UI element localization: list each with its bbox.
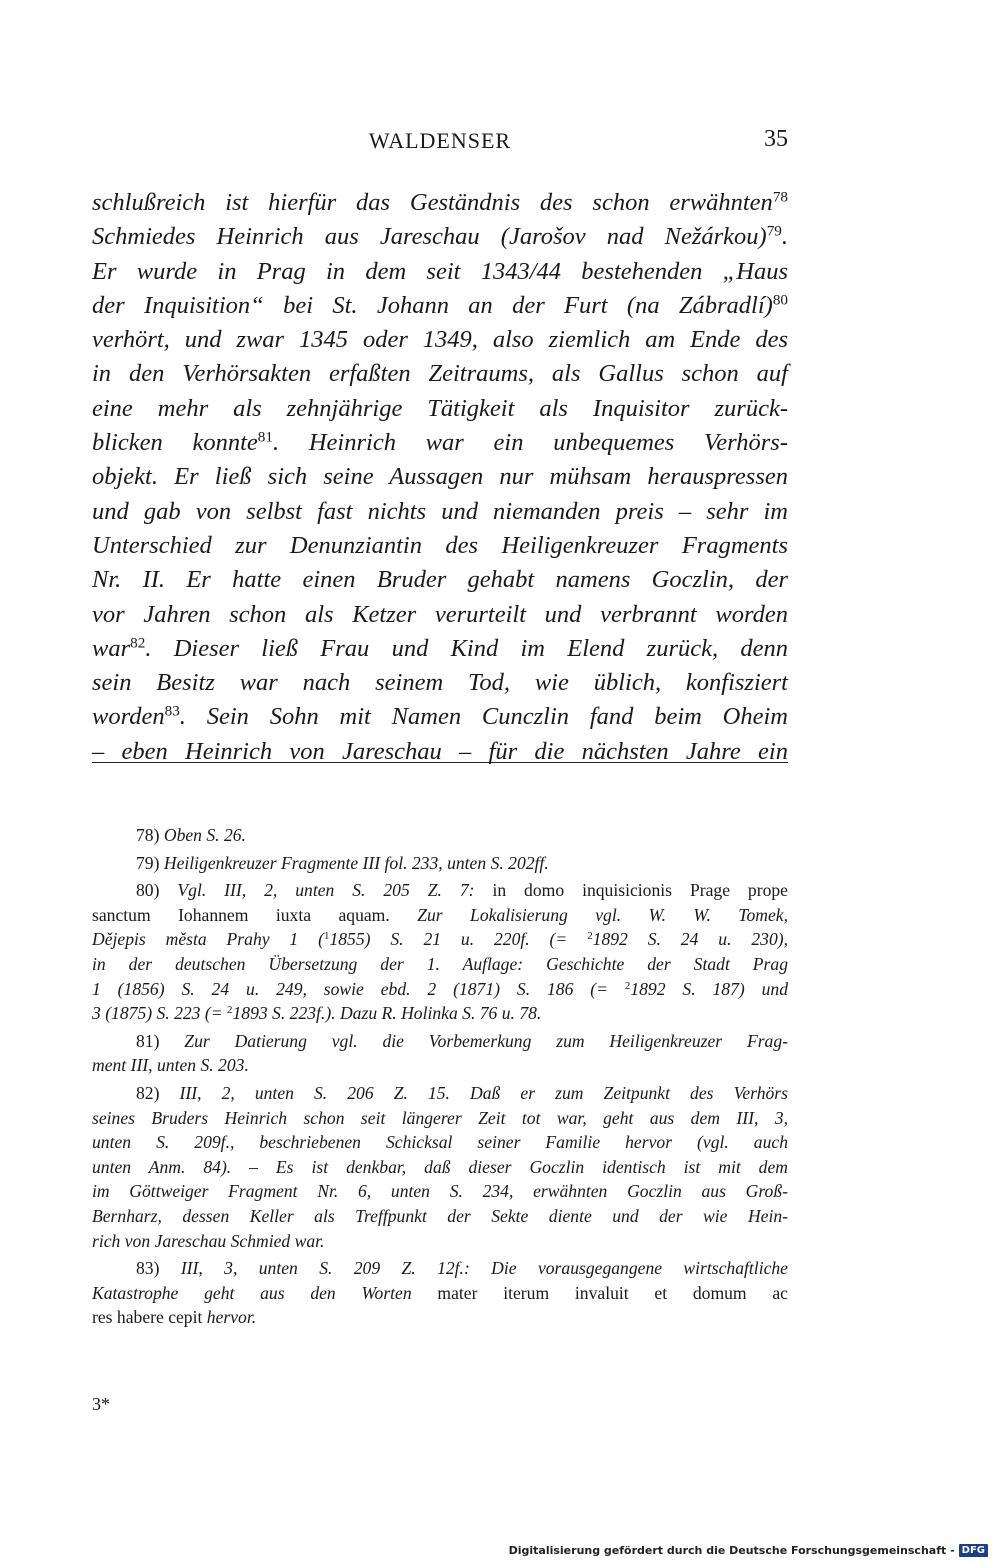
text-line: der Inquisition“ bei St. Johann an der Furt (na Zábradlí)$^{80}$	[92, 291, 788, 319]
text-line: Schmiedes Heinrich aus Jareschau (Jarošov nad Nežárkou)$^{79}$.	[92, 222, 788, 251]
footnote-82: 82) III, 2, unten S. 206 Z. 15. Daß er zum Zeitpunkt des Verhörs seines Bruders Heinrich schon seit längerer Zeit tot war, geht aus dem III, 3, unten S. 209f., beschriebenen Schicksal seiner Familie hervor (vgl. auch unten Anm. 84). – Es ist denkbar, daß dieser Goczlin identisch ist mit dem im Göttweiger Fragment Nr. 6, unten S. 234, erwähnten Goczlin aus Groß- Bernharz, dessen Keller als Treffpunkt der Sekte diente und der wie Hein- rich von Jareschau Schmied war.	[92, 1082, 789, 1251]
text-line: und gab von selbst fast nichts und niemanden preis – sehr im	[92, 497, 788, 525]
text-line: verhört, und zwar 1345 oder 1349, also ziemlich am Ende des	[92, 326, 788, 354]
digitization-text: Digitalisierung gefördert durch die Deutsche Forschungsgemeinschaft -	[508, 1543, 955, 1557]
text-line: – eben Heinrich von Jareschau – für die nächsten Jahre ein	[92, 737, 788, 765]
footnote-ref: 78	[772, 188, 788, 206]
text-line: Nr. II. Er hatte einen Bruder gehabt namens Goczlin, der	[92, 566, 788, 594]
footnote-83: 83) III, 3, unten S. 209 Z. 12f.: Die vorausgegangene wirtschaftliche Katastrophe geht aus den Worten mater iterum invaluit et domum ac res habere cepit hervor.	[92, 1258, 788, 1328]
text-line: objekt. Er ließ sich seine Aussagen nur mühsam herauspressen	[92, 463, 788, 491]
text-line: in den Verhörsakten erfaßten Zeitraums, als Gallus schon auf	[92, 360, 788, 388]
footnote-79: 79) Heiligenkreuzer Fragmente III fol. 233, unten S. 202ff.	[136, 852, 549, 873]
text-line: worden$^{83}$. Sein Sohn mit Namen Cunczlin fand beim Oheim	[92, 703, 788, 731]
footnote-78: 78) Oben S. 26.	[136, 825, 246, 845]
digitization-note	[509, 1541, 988, 1559]
page-number: 35	[764, 126, 788, 152]
signature-mark: 3*	[92, 1394, 110, 1414]
footnote-ref: 81	[257, 428, 273, 446]
text-line: war$^{82}$. Dieser ließ Frau und Kind im Elend zurück, denn	[92, 634, 788, 662]
footnote-81: 81) Zur Datierung vgl. die Vorbemerkung zum Heiligenkreuzer Frag- ment III, unten S. 203.	[92, 1030, 788, 1076]
footnote-ref: 79	[766, 222, 782, 240]
text-line: Unterschied zur Denunziantin des Heiligenkreuzer Fragments	[92, 531, 788, 559]
text-line: vor Jahren schon als Ketzer verurteilt und verbrannt worden	[92, 600, 788, 628]
text-line: eine mehr als zehnjährige Tätigkeit als Inquisitor zurück-	[92, 394, 788, 422]
text-line: blicken konnte$^{81}$. Heinrich war ein unbequemes Verhörs-	[92, 428, 788, 457]
footnote-ref: 80	[772, 291, 788, 309]
text-line: sein Besitz war nach seinem Tod, wie üblich, konfisziert	[92, 669, 788, 697]
text-line: schlußreich ist hierfür das Geständnis des schon erwähnten$^{78}$	[92, 188, 788, 216]
dfg-logo-icon: DFG	[959, 1544, 988, 1557]
footnote-ref: 83	[164, 703, 180, 721]
text-line: Er wurde in Prag in dem seit 1343/44 bestehenden „Haus	[92, 257, 788, 285]
footnote-divider	[92, 762, 788, 763]
footnotes	[92, 823, 788, 1333]
running-head-title: WALDENSER	[368, 128, 512, 153]
footnote-80: 80) Vgl. III, 2, unten S. 205 Z. 7: in domo inquisicionis Prage prope sanctum Iohannem iuxta aquam. Zur Lokalisierung vgl. W. W. Tomek, Dějepis města Prahy 1 ($^1$1855) S. 21 u. 220f. (= $^2$1892 S. 24 u. 230), in der deutschen Übersetzung der 1. Auflage: Geschichte der Stadt Prag 1 (1856) S. 24 u. 249, sowie ebd. 2 (1871) S. 186 (= $^2$1892 S. 187) und 3 (1875) S. 223 (= $^2$1893 S. 223f.). Dazu R. Holinka S. 76 u. 78.	[92, 880, 789, 1024]
footnote-ref: 82	[130, 634, 146, 652]
main-text	[92, 186, 788, 769]
running-header	[92, 128, 788, 162]
